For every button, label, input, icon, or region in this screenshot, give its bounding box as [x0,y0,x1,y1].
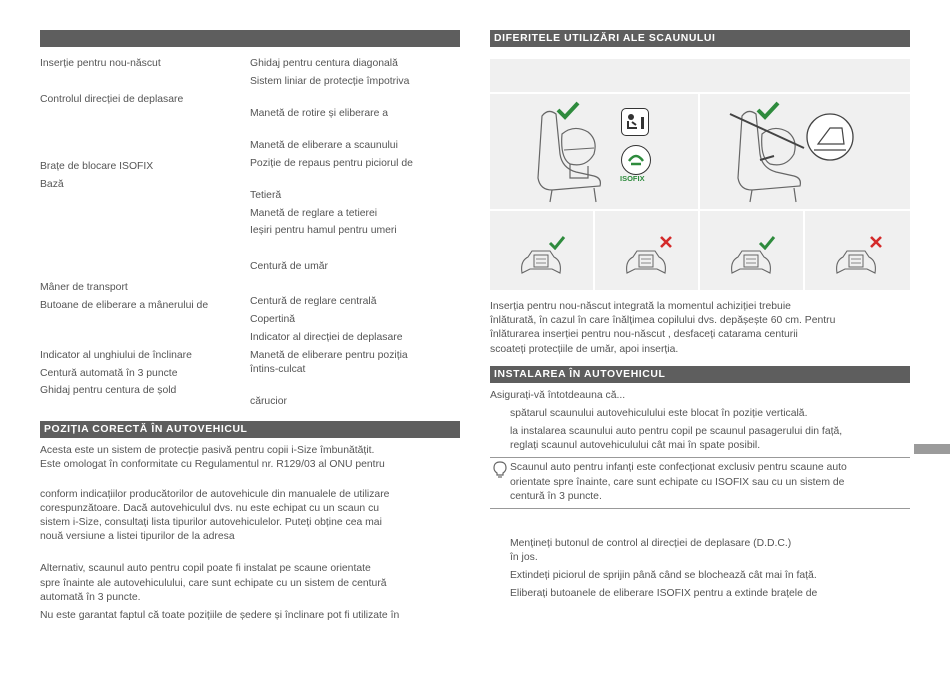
part-label: Ghidaj pentru centura de șold [40,385,177,396]
tip-divider-bottom [490,508,910,509]
part-label: Tetieră [250,190,282,201]
grid-cell-belt [700,94,910,209]
paragraph-line: scoateți protecțiile de umăr, apoi inserția. [490,344,679,355]
part-label: Manetă de eliberare a scaunului [250,140,398,151]
paragraph-line: Inserția pentru nou-născut integrată la momentul achiziției trebuie [490,301,791,312]
tip-line: centură în 3 puncte. [510,491,602,502]
part-label: Indicator al direcției de deplasare [250,332,403,343]
paragraph-line: Nu este garantat faptul că toate pozițiile de ședere și înclinare pot fi utilizate în [40,610,400,621]
part-label: Poziție de repaus pentru piciorul de [250,158,413,169]
car-topview-icon [728,245,774,279]
install-step: Eliberați butoanele de eliberare ISOFIX pentru a extinde brațele de [510,588,818,599]
car-topview-icon [623,245,669,279]
part-label: Controlul direcției de deplasare [40,94,184,105]
paragraph-line: automată în 3 puncte. [40,592,141,603]
install-bullet: la instalarea scaunului auto pentru copil pe scaunul pasagerului din față, [510,426,843,437]
section-header-position: POZIȚIA CORECTĂ ÎN AUTOVEHICUL [40,421,460,438]
car-topview-icon [833,245,879,279]
grid-cell-orientation-1 [490,211,593,290]
part-label: Manetă de reglare a tetierei [250,208,378,219]
paragraph-line: Este omologat în conformitate cu Regulamentul nr. R129/03 al ONU pentru [40,459,385,470]
grid-cell-orientation-4 [805,211,910,290]
paragraph-line: spre înainte ale autovehiculului, care sunt echipate cu un sistem de centură [40,578,387,589]
car-seat-isofix-illustration [490,94,698,209]
usage-illustration-grid [490,59,910,290]
part-label: Mâner de transport [40,282,128,293]
child-seat-symbol-icon [621,108,649,136]
part-label: Ieșiri pentru hamul pentru umeri [250,225,397,236]
part-label: Manetă de eliberare pentru poziția [250,350,408,361]
page-side-tab [914,444,950,454]
part-label: Manetă de rotire și eliberare a [250,108,389,119]
grid-cell-isofix [490,94,698,209]
install-bullet: spătarul scaunului autovehiculului este blocat în poziție verticală. [510,408,808,419]
part-label: Centură de reglare centrală [250,296,377,307]
part-label: Copertină [250,314,296,325]
grid-header-cell [490,59,910,92]
paragraph-line: înlăturată, în cazul în care înălțimea copilului dvs. depășește 60 cm. Pentru [490,315,836,326]
lightbulb-icon [493,461,507,479]
grid-cell-orientation-3 [700,211,803,290]
paragraph-line: sistem i-Size, consultați lista tipurilor autovehiculelor. Puteți obține cea mai [40,517,382,528]
parts-header-bar [40,30,460,47]
isofix-logo [621,145,651,175]
install-bullet: reglați scaunul autovehiculului cât mai în spate posibil. [510,440,761,451]
install-step: Extindeți piciorul de sprijin până când se blochează cât mai în față. [510,570,817,581]
tip-line: orientate spre înainte, care sunt echipate cu ISOFIX sau cu un sistem de [510,477,845,488]
paragraph-line: corespunzătoare. Dacă autovehiculul dvs. nu este echipat cu un scaun cu [40,503,380,514]
paragraph-line: nouă versiune a listei tipurilor de la adresa [40,531,235,542]
part-label: Ghidaj pentru centura diagonală [250,58,398,69]
tip-divider-top [490,457,910,458]
paragraph-line: conform indicațiilor producătorilor de autovehicule din manualele de utilizare [40,489,390,500]
grid-cell-orientation-2 [595,211,698,290]
part-label: Butoane de eliberare a mânerului de [40,300,209,311]
part-label: Inserție pentru nou-născut [40,58,161,69]
part-label: Bază [40,179,64,190]
tip-line: Scaunul auto pentru infanți este confecționat exclusiv pentru scaune auto [510,462,847,473]
isofix-label: ISOFIX [620,174,645,183]
check-icon [556,100,580,120]
check-icon [756,100,780,120]
install-step: Mențineți butonul de control al direcției de deplasare (D.D.C.) [510,538,792,549]
part-label: Sistem liniar de protecție împotriva [250,76,410,87]
part-label: cărucior [250,396,287,407]
part-label: Brațe de blocare ISOFIX [40,161,154,172]
part-label: Centură automată în 3 puncte [40,368,178,379]
paragraph-line: Alternativ, scaunul auto pentru copil poate fi instalat pe scaune orientate [40,563,371,574]
section-header-install: INSTALAREA ÎN AUTOVEHICUL [490,366,910,383]
install-intro: Asigurați-vă întotdeauna că... [490,390,626,401]
part-label: Indicator al unghiului de înclinare [40,350,192,361]
part-label: Centură de umăr [250,261,328,272]
paragraph-line: Acesta este un sistem de protecție pasivă pentru copii i-Size îmbunătățit. [40,445,375,456]
car-seat-belt-illustration [700,94,910,209]
car-topview-icon [518,245,564,279]
paragraph-line: înlăturarea inserției pentru nou-născut , desfaceți catarama centurii [490,329,798,340]
install-step: în jos. [510,552,538,563]
part-label: întins-culcat [250,364,306,375]
section-header-uses: DIFERITELE UTILIZĂRI ALE SCAUNULUI [490,30,910,47]
